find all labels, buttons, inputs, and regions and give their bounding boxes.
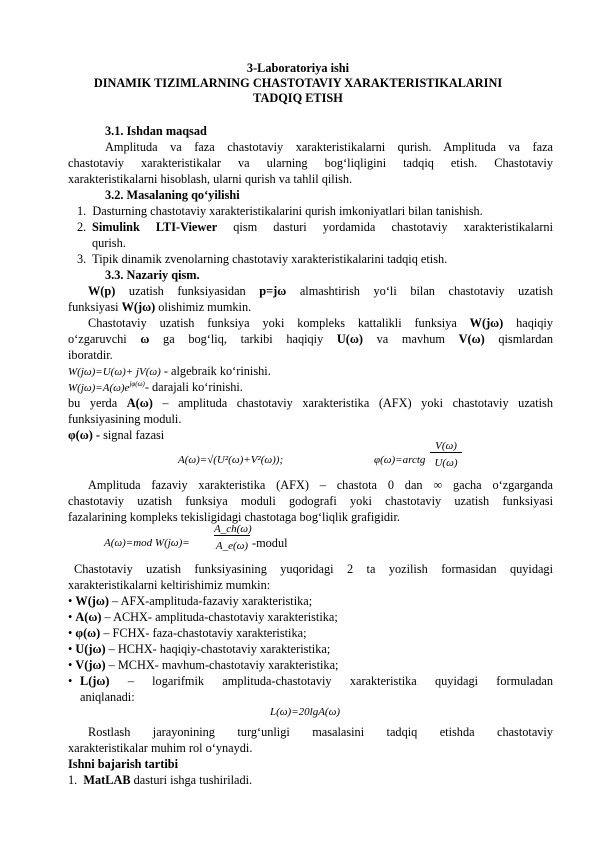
text: – HCHX- haqiqiy-chastotaviy xarakteristika; (105, 642, 331, 656)
list-item-1 (77, 204, 483, 219)
formula-phase: φ(ω)=arctg (374, 454, 426, 466)
paragraph-line: Chastotaviy uzatish funksiyasining yuqoridagi 2 ta yozilish formasidan quyidagi (74, 562, 553, 576)
paragraph-line: xarakteristikalarni hisoblash, ularni qurish va tahlil qilish. (68, 172, 353, 186)
list-number: 3. (77, 252, 87, 266)
list-text: dasturi ishga tushiriladi. (130, 773, 253, 787)
bold-term: W(p) (88, 284, 116, 298)
list-item-2-cont: qurish. (92, 236, 126, 250)
list-text: qism dasturi yordamida chastotaviy xarakteristikalarni (217, 220, 553, 234)
bullet-item-cont: aniqlanadi: (80, 690, 135, 704)
lab-title: 3-Laboratoriya ishi (246, 61, 350, 75)
main-title-line-2: TADQIQ ETISH (253, 91, 343, 105)
bold-term: V(ω) (458, 332, 485, 346)
section-heading-task: 3.2. Masalaning qo‘yilishi (105, 188, 240, 202)
bold-term: φ(ω) (75, 626, 101, 640)
text: – logarifmik amplituda-chastotaviy xarakteristika quyidagi formuladan (109, 674, 553, 688)
formula-algebraic (68, 364, 271, 379)
list-number: 1. (77, 204, 87, 218)
paragraph-line: Amplituda va faza chastotaviy xarakteristikalarni qurish. Amplituda va faza (105, 140, 553, 154)
formula-modulus: A(ω)=mod W(jω)= (104, 537, 190, 549)
paragraph-line: funksiyasining moduli. (68, 412, 182, 426)
formula-exponential (68, 380, 243, 395)
text: - darajali ko‘rinishi. (144, 380, 243, 395)
bullet-item (68, 594, 312, 609)
formula-superscript: jφ(ω) (129, 380, 145, 388)
bold-term: U(ω) (336, 332, 363, 346)
formula: W(jω)=U(ω)+ jV(ω) (68, 366, 161, 378)
main-title: DINAMIK TIZIMLARNING CHASTOTAVIY XARAKTERISTIKALARINI (93, 76, 503, 90)
paragraph-line (88, 284, 553, 299)
bullet-icon: • (68, 594, 73, 608)
text: - algebraik ko‘rinishi. (160, 364, 271, 378)
text: ga bog‘liq, tarkibi haqiqiy (149, 332, 337, 346)
text: – amplituda chastotaviy xarakteristika (AFX) yoki chastotaviy uzatish (152, 396, 553, 410)
text: almashtirish yo‘li bilan chastotaviy uzatish (286, 284, 553, 298)
text: bu yerda (68, 396, 127, 410)
text: signal fazasi (100, 428, 165, 442)
bold-term: MatLAB (83, 773, 131, 787)
section-heading-procedure: Ishni bajarish tartibi (68, 757, 179, 771)
paragraph-line: iboratdir. (68, 348, 113, 362)
text: – MCHX- mavhum-chastotaviy xarakteristika; (105, 658, 339, 672)
bullet-icon: • (68, 642, 73, 656)
text: – ACHX- amplituda-chastotaviy xarakteristika; (101, 610, 338, 624)
list-text: Tipik dinamik zvenolarning chastotaviy xarakteristikalarini tadqiq etish. (92, 252, 448, 266)
list-item-1 (68, 773, 252, 788)
text: – FCHX- faza-chastotaviy xarakteristika; (100, 626, 307, 640)
text: o‘zgaruvchi (68, 332, 141, 346)
text: olishimiz mumkin. (155, 300, 252, 314)
bullet-icon: • (68, 626, 73, 640)
text: Chastotaviy uzatish funksiya yoki kompleks kattalikli funksiya (88, 316, 470, 330)
formula-phase-numerator: V(ω) (430, 440, 462, 453)
formula-amplitude: A(ω)=√(U²(ω)+V²(ω)); (178, 454, 284, 466)
formula: W(jω)=A(ω)e (68, 382, 130, 395)
bold-term: L(jω) (80, 674, 110, 688)
paragraph-line: chastotaviy xarakteristikalar va ularning bog‘liqligini tadqiq etish. Chastotaviy (68, 156, 553, 170)
list-item-3 (77, 252, 447, 267)
bold-term: W(jω) (75, 594, 109, 608)
paragraph-line (68, 396, 553, 411)
bold-term: W(jω) (469, 316, 504, 330)
bold-term: p=jω (259, 284, 287, 298)
bold-term: A(ω) (75, 610, 102, 624)
formula-log: L(ω)=20lgA(ω) (270, 706, 341, 718)
formula-modulus-denominator: A_e(ω) (215, 540, 249, 552)
paragraph-line (88, 316, 553, 331)
bold-term: V(jω) (75, 658, 106, 672)
list-item-2-number: 2. (77, 220, 87, 234)
bullet-item (68, 642, 330, 657)
text: qismlardan (484, 332, 553, 346)
bold-term: U(jω) (75, 642, 106, 656)
text: uzatish funksiyasidan (115, 284, 260, 298)
paragraph-line: xarakteristikalarni keltirishimiz mumkin: (68, 578, 271, 592)
paragraph-line: Rostlash jarayonining turg‘unligi masalasini tadqiq etishda chastotaviy (88, 725, 553, 739)
paragraph-line: fazalarining kompleks tekisligidagi chastotaga bog‘liqlik grafigidir. (68, 510, 400, 524)
bullet-item (68, 626, 307, 641)
paragraph-line (68, 332, 553, 347)
text: – AFX-amplituda-fazaviy xarakteristika; (108, 594, 313, 608)
paragraph-line (68, 300, 251, 315)
bold-term: ω (140, 332, 150, 346)
formula-modulus-numerator: A_ch(ω) (214, 523, 252, 535)
section-heading-purpose: 3.1. Ishdan maqsad (105, 124, 207, 138)
list-bold-text: Simulink LTI-Viewer (92, 220, 218, 234)
bold-term: W(jω) (121, 300, 156, 314)
paragraph-line: xarakteristikalar muhim rol o‘ynaydi. (68, 741, 253, 755)
formula-modulus-label: -modul (252, 536, 288, 550)
section-heading-theory: 3.3. Nazariy qism. (105, 268, 200, 282)
paragraph-line (68, 428, 164, 443)
bullet-icon: • (68, 674, 73, 688)
list-text: Dasturning chastotaviy xarakteristikalarini qurish imkoniyatlari bilan tanishish. (92, 204, 483, 218)
bullet-item (80, 674, 553, 689)
paragraph-line: Amplituda fazaviy xarakteristika (AFX) – chastota 0 dan ∞ gacha o‘zgarganda (88, 478, 553, 492)
bullet-icon: • (68, 610, 73, 624)
bold-term: φ(ω) - (68, 428, 101, 442)
list-item-2 (92, 220, 553, 235)
bold-term: A(ω) (126, 396, 153, 410)
bullet-icon: • (68, 658, 73, 672)
list-number: 1. (68, 773, 78, 787)
paragraph-line: chastotaviy uzatish funksiya moduli godografi yoki chastotaviy uzatish funksiyasi (68, 494, 553, 508)
bullet-item (68, 658, 338, 673)
bullet-item (68, 610, 338, 625)
formula-phase-denominator: U(ω) (434, 457, 458, 469)
text: va mavhum (362, 332, 459, 346)
text: haqiqiy (503, 316, 553, 330)
text: funksiyasi (68, 300, 122, 314)
